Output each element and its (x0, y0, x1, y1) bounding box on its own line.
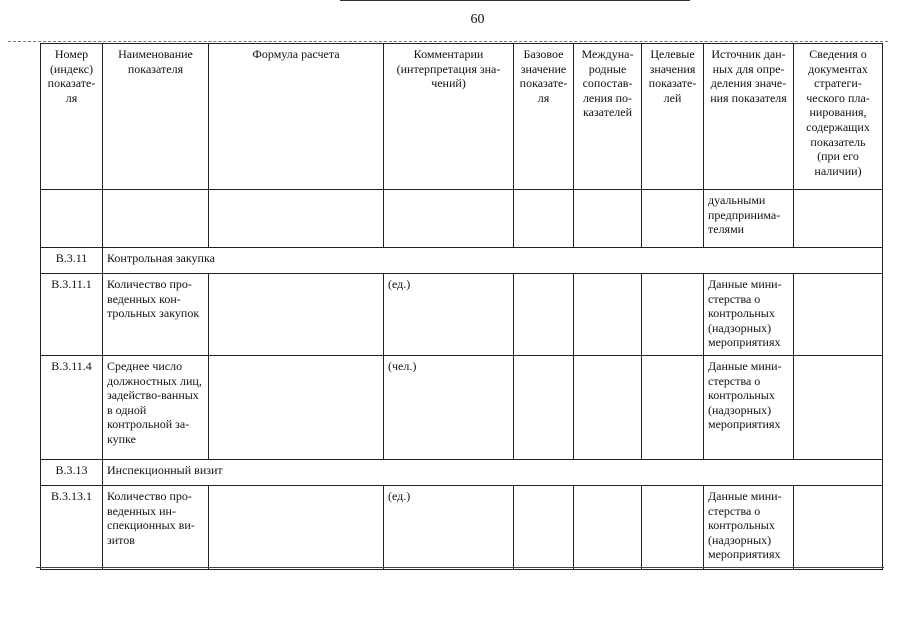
row-name: Среднее число должностных лиц, задейство-ванных в одной контрольной за-купке (103, 356, 209, 460)
row-base (514, 486, 574, 570)
table-row (41, 274, 883, 356)
bottom-rule (36, 567, 884, 568)
row-docs (794, 356, 883, 460)
row-comment: (ед.) (384, 274, 514, 356)
header-index: Номер (индекс) показате-ля (41, 44, 103, 190)
cont-cell (209, 190, 384, 248)
row-comment: (чел.) (384, 356, 514, 460)
cont-cell (41, 190, 103, 248)
row-formula (209, 274, 384, 356)
row-intl (574, 486, 642, 570)
row-code: В.3.11.1 (41, 274, 103, 356)
section-code: В.3.13 (41, 460, 103, 486)
header-name: Наименование показателя (103, 44, 209, 190)
continuation-row (41, 190, 883, 248)
row-formula (209, 356, 384, 460)
row-formula (209, 486, 384, 570)
header-strategic-docs: Сведения о документах стратеги-ческого пла-нирования, содержащих показатель (при его наличии) (794, 44, 883, 190)
header-formula: Формула расчета (209, 44, 384, 190)
page-number: 60 (470, 12, 485, 27)
row-target (642, 274, 704, 356)
header-data-source: Источник дан-ных для опре-деления значе-ния показателя (704, 44, 794, 190)
row-docs (794, 486, 883, 570)
row-source: Данные мини-стерства о контрольных (надзорных) мероприятиях (704, 274, 794, 356)
header-international: Междуна-родные сопостав-ления по-казателей (574, 44, 642, 190)
header-comments: Комментарии (интерпретация зна-чений) (384, 44, 514, 190)
cont-cell (642, 190, 704, 248)
indicators-table (40, 43, 883, 570)
row-name: Количество про-веденных ин-спекционных ви-зитов (103, 486, 209, 570)
cut-line (8, 41, 888, 42)
section-row (41, 248, 883, 274)
cont-cell (794, 190, 883, 248)
table-row (41, 486, 883, 570)
header-row (41, 44, 883, 190)
cont-cell (384, 190, 514, 248)
header-target-values: Целевые значения показате-лей (642, 44, 704, 190)
row-docs (794, 274, 883, 356)
cont-source: дуальными предпринима-телями (704, 190, 794, 248)
row-code: В.3.11.4 (41, 356, 103, 460)
row-intl (574, 356, 642, 460)
row-intl (574, 274, 642, 356)
top-rule (340, 0, 690, 1)
section-row (41, 460, 883, 486)
row-source: Данные мини-стерства о контрольных (надзорных) мероприятиях (704, 486, 794, 570)
header-base-value: Базовое значение показате-ля (514, 44, 574, 190)
row-target (642, 356, 704, 460)
row-source: Данные мини-стерства о контрольных (надзорных) мероприятиях (704, 356, 794, 460)
section-title: Инспекционный визит (103, 460, 883, 486)
cont-cell (574, 190, 642, 248)
row-base (514, 356, 574, 460)
cont-cell (103, 190, 209, 248)
section-code: В.3.11 (41, 248, 103, 274)
row-base (514, 274, 574, 356)
cont-cell (514, 190, 574, 248)
row-target (642, 486, 704, 570)
row-name: Количество про-веденных кон-трольных закупок (103, 274, 209, 356)
row-comment: (ед.) (384, 486, 514, 570)
section-title: Контрольная закупка (103, 248, 883, 274)
row-code: В.3.13.1 (41, 486, 103, 570)
table-row (41, 356, 883, 460)
